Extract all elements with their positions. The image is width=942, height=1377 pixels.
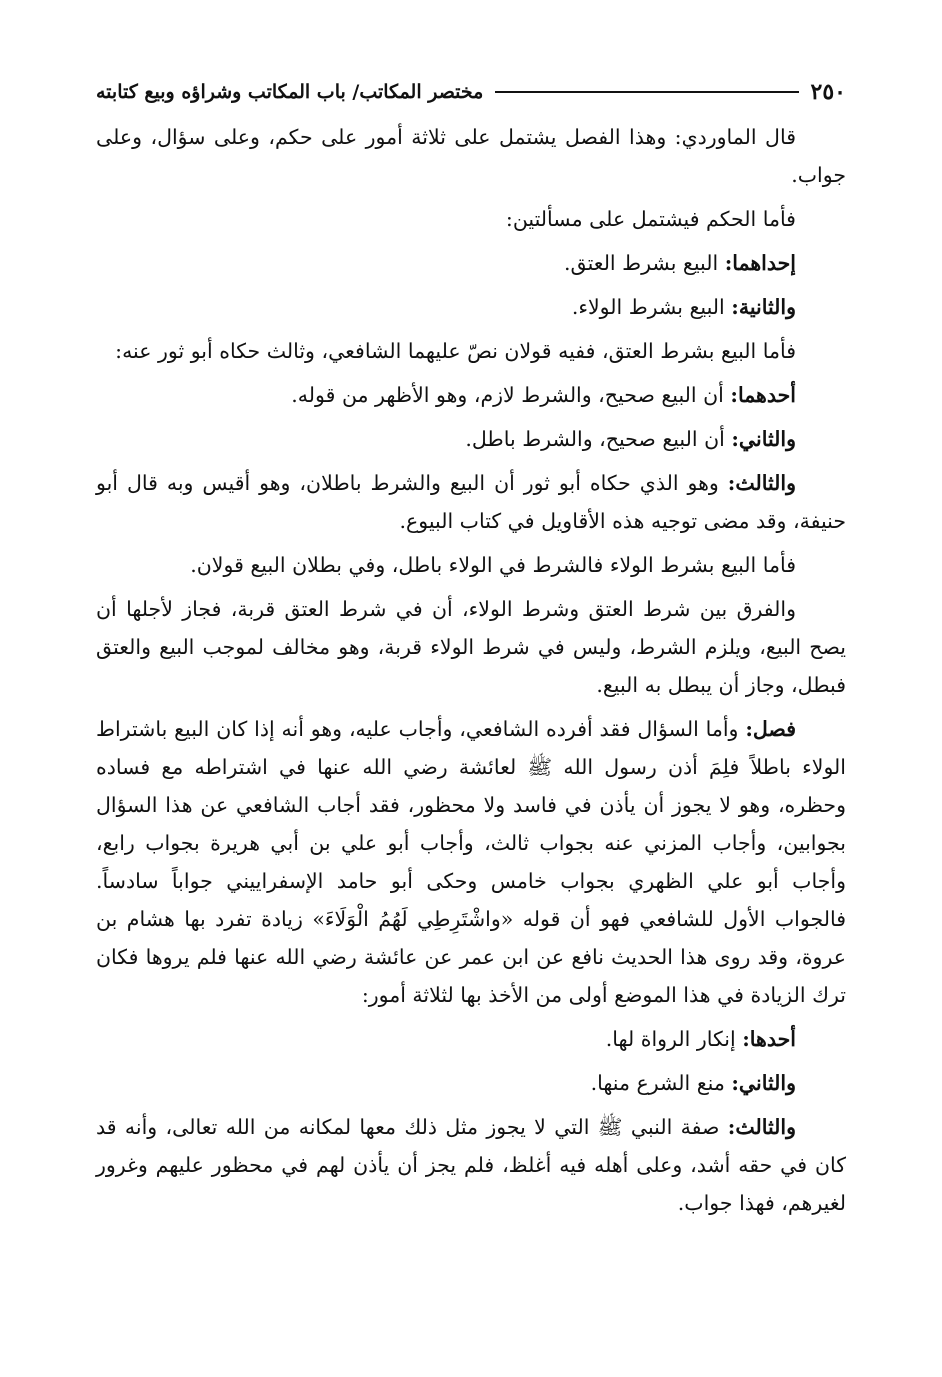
paragraph-lead: والثاني: — [731, 427, 796, 451]
paragraph — [96, 420, 846, 458]
paragraph — [96, 118, 846, 194]
page-header — [96, 70, 846, 114]
paragraph-text: وهو الذي حكاه أبو ثور أن البيع والشرط باطلان، وهو أقيس وبه قال أبو حنيفة، وقد مضى توجيه هذه الأقاويل في كتاب البيوع. — [96, 471, 846, 533]
body-text — [96, 118, 846, 1222]
paragraph-text: وأما السؤال فقد أفرده الشافعي، وأجاب عليه، وهو أنه إذا كان البيع باشتراط الولاء باطلاً فلِمَ أذن رسول الله ﷺ لعائشة رضي الله عنها في اشتراطه مع فساده وحظره، وهو لا يجوز أن يأذن في فاسد ولا محظور، فقد أجاب الشافعي عن هذا السؤال بجوابين، وأجاب المزني عنه بجواب ثالث، وأجاب أبو علي بن أبي هريرة بجواب رابع، وأجاب أبو علي الظهري بجواب خامس وحكى أبو حامد الإسفراييني جواباً سادساً. فالجواب الأول للشافعي فهو أن قوله «واشْتَرِطِي لَهُمُ الْوَلَاءَ» زيادة تفرد بها هشام بن عروة، وقد روى هذا الحديث نافع عن ابن عمر عن عائشة رضي الله عنها فلم يروها فكان ترك الزيادة في هذا الموضع أولى من الأخذ بها لثلاثة أمور: — [96, 717, 846, 1007]
paragraph — [96, 710, 846, 1014]
paragraph — [96, 244, 846, 282]
paragraph — [96, 1064, 846, 1102]
paragraph-lead: والثانية: — [731, 295, 796, 319]
paragraph — [96, 546, 846, 584]
paragraph-text: منع الشرع منها. — [590, 1071, 725, 1095]
paragraph-lead: إحداهما: — [724, 251, 796, 275]
paragraph — [96, 464, 846, 540]
paragraph-text: أن البيع صحيح، والشرط باطل. — [465, 427, 725, 451]
paragraph — [96, 332, 846, 370]
paragraph-text: البيع بشرط العتق. — [564, 251, 719, 275]
header-rule — [495, 91, 798, 93]
paragraph-text: فأما البيع بشرط العتق، ففيه قولان نصّ عليهما الشافعي، وثالث حكاه أبو ثور عنه: — [115, 339, 796, 363]
paragraph — [96, 200, 846, 238]
paragraph-lead: والثالث: — [727, 471, 796, 495]
paragraph-lead: أحدها: — [742, 1027, 796, 1051]
paragraph-lead: فصل: — [745, 717, 796, 741]
paragraph-lead: أحدهما: — [730, 383, 796, 407]
running-head: مختصر المكاتب/ باب المكاتب وشراؤه وبيع كتابته — [96, 81, 484, 103]
paragraph-text: قال الماوردي: وهذا الفصل يشتمل على ثلاثة أمور على حكم، وعلى سؤال، وعلى جواب. — [96, 125, 846, 187]
paragraph-text: صفة النبي ﷺ التي لا يجوز مثل ذلك معها لمكانه من الله تعالى، وأنه قد كان في حقه أشد، وعلى أهله فيه أغلظ، فلم يجز أن يأذن لهم في محظور عليهم وغرور لغيرهم، فهذا جواب. — [96, 1115, 846, 1215]
paragraph — [96, 1020, 846, 1058]
paragraph-text: البيع بشرط الولاء. — [571, 295, 725, 319]
paragraph — [96, 288, 846, 326]
paragraph-lead: والثالث: — [727, 1115, 796, 1139]
paragraph — [96, 1108, 846, 1222]
paragraph-text: فأما الحكم فيشتمل على مسألتين: — [505, 207, 796, 231]
paragraph-lead: والثاني: — [731, 1071, 796, 1095]
paragraph — [96, 590, 846, 704]
page-number: ٢٥٠ — [810, 79, 846, 105]
paragraph-text: إنكار الرواة لها. — [605, 1027, 736, 1051]
paragraph-text: فأما البيع بشرط الولاء فالشرط في الولاء باطل، وفي بطلان البيع قولان. — [190, 553, 796, 577]
paragraph-text: والفرق بين شرط العتق وشرط الولاء، أن في شرط العتق قربة، فجاز لأجلها أن يصح البيع، ويلزم الشرط، وليس في شرط الولاء قربة، وهو مخالف لموجب البيع والعتق فبطل، وجاز أن يبطل به البيع. — [96, 597, 846, 697]
paragraph — [96, 376, 846, 414]
paragraph-text: أن البيع صحيح، والشرط لازم، وهو الأظهر من قوله. — [291, 383, 724, 407]
